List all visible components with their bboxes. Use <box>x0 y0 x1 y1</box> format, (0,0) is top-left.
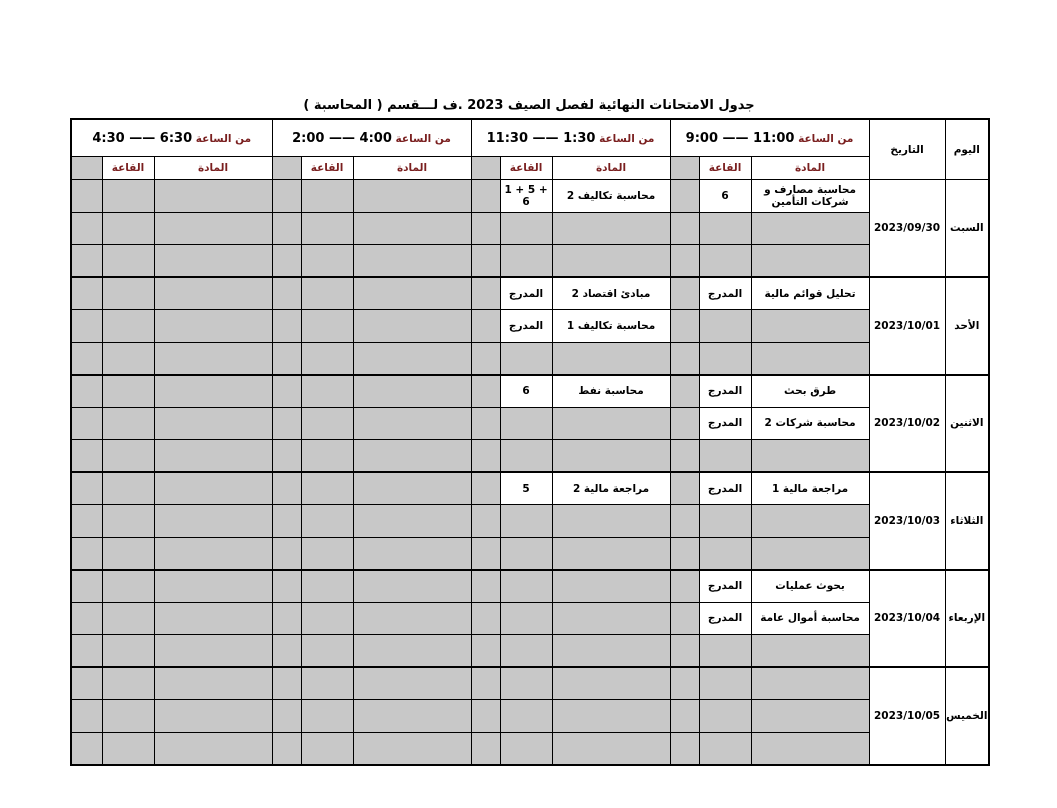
table-row <box>71 212 989 245</box>
day-date: 2023/10/03 <box>869 472 945 570</box>
gap-cell <box>71 180 102 213</box>
gap-cell <box>670 570 699 603</box>
exam-subject: محاسبة تكاليف 2 <box>552 180 670 213</box>
empty-subject-cell <box>154 440 272 473</box>
empty-room-cell <box>301 375 353 408</box>
empty-room-cell <box>102 212 154 245</box>
empty-room-cell <box>301 700 353 733</box>
table-row <box>71 180 989 213</box>
slot-time: 11:30 —— 1:30 <box>486 130 596 146</box>
table-row <box>71 472 989 505</box>
gap-cell <box>71 407 102 440</box>
gap-cell <box>272 212 301 245</box>
gap-cell <box>71 310 102 343</box>
empty-room-cell <box>301 310 353 343</box>
gap-cell <box>471 602 500 635</box>
slot-time: 9:00 —— 11:00 <box>685 130 795 146</box>
gap-cell <box>471 440 500 473</box>
empty-subject-cell <box>552 342 670 375</box>
empty-room-cell <box>699 700 751 733</box>
empty-room-cell <box>500 440 552 473</box>
gap-cell <box>471 472 500 505</box>
empty-subject-cell <box>552 537 670 570</box>
empty-subject-cell <box>353 505 471 538</box>
exam-subject: مراجعة مالية 2 <box>552 472 670 505</box>
gap-cell <box>272 180 301 213</box>
gap-cell <box>471 407 500 440</box>
gap-cell <box>272 407 301 440</box>
table-row <box>71 700 989 733</box>
table-row <box>71 407 989 440</box>
empty-room-cell <box>301 732 353 765</box>
exam-subject: محاسبة تكاليف 1 <box>552 310 670 343</box>
empty-room-cell <box>699 537 751 570</box>
header-subject: المادة <box>353 157 471 180</box>
empty-subject-cell <box>353 537 471 570</box>
table-row <box>71 537 989 570</box>
empty-room-cell <box>500 342 552 375</box>
empty-subject-cell <box>154 310 272 343</box>
gap-cell <box>670 505 699 538</box>
table-row <box>71 635 989 668</box>
empty-room-cell <box>301 635 353 668</box>
exam-room: المدرج <box>699 472 751 505</box>
empty-room-cell <box>699 440 751 473</box>
empty-room-cell <box>500 570 552 603</box>
empty-room-cell <box>500 667 552 700</box>
empty-subject-cell <box>751 667 869 700</box>
empty-subject-cell <box>353 407 471 440</box>
empty-subject-cell <box>154 180 272 213</box>
empty-subject-cell <box>751 310 869 343</box>
gap-cell <box>272 732 301 765</box>
gap-cell <box>71 505 102 538</box>
gap-cell <box>670 440 699 473</box>
exam-subject: محاسبة أموال عامة <box>751 602 869 635</box>
empty-subject-cell <box>552 505 670 538</box>
empty-subject-cell <box>751 732 869 765</box>
exam-schedule-table <box>70 118 990 766</box>
empty-room-cell <box>301 537 353 570</box>
empty-subject-cell <box>353 180 471 213</box>
empty-subject-cell <box>154 245 272 278</box>
header-room: القاعة <box>301 157 353 180</box>
gap-cell <box>670 732 699 765</box>
gap-cell <box>71 602 102 635</box>
slot-prefix: من الساعة <box>195 132 252 145</box>
table-row <box>71 375 989 408</box>
empty-room-cell <box>500 602 552 635</box>
empty-subject-cell <box>353 375 471 408</box>
empty-room-cell <box>102 700 154 733</box>
slot-prefix: من الساعة <box>798 132 854 145</box>
day-date: 2023/10/01 <box>869 277 945 375</box>
gap-cell <box>471 212 500 245</box>
empty-room-cell <box>102 570 154 603</box>
gap-cell <box>471 667 500 700</box>
exam-room: المدرج <box>500 310 552 343</box>
empty-subject-cell <box>154 407 272 440</box>
exam-room: 5 <box>500 472 552 505</box>
empty-room-cell <box>102 732 154 765</box>
empty-room-cell <box>102 635 154 668</box>
gap-cell <box>670 245 699 278</box>
empty-subject-cell <box>353 700 471 733</box>
empty-room-cell <box>102 472 154 505</box>
exam-subject: محاسبة نفط <box>552 375 670 408</box>
empty-room-cell <box>102 602 154 635</box>
gap-cell <box>71 375 102 408</box>
empty-room-cell <box>301 407 353 440</box>
gap-cell <box>272 570 301 603</box>
empty-subject-cell <box>154 700 272 733</box>
empty-room-cell <box>301 342 353 375</box>
header-subject: المادة <box>552 157 670 180</box>
empty-room-cell <box>301 667 353 700</box>
exam-room: المدرج <box>699 570 751 603</box>
header-gap <box>272 157 301 180</box>
exam-subject: تحليل قوائم مالية <box>751 277 869 310</box>
gap-cell <box>71 700 102 733</box>
empty-room-cell <box>301 212 353 245</box>
gap-cell <box>71 245 102 278</box>
gap-cell <box>71 212 102 245</box>
slot-prefix: من الساعة <box>395 132 451 145</box>
exam-room: 6 <box>699 180 751 213</box>
day-date: 2023/10/02 <box>869 375 945 473</box>
empty-subject-cell <box>751 440 869 473</box>
gap-cell <box>670 700 699 733</box>
empty-room-cell <box>102 667 154 700</box>
gap-cell <box>670 212 699 245</box>
empty-room-cell <box>500 700 552 733</box>
empty-room-cell <box>699 212 751 245</box>
empty-room-cell <box>699 667 751 700</box>
header-slot-1 <box>670 119 869 157</box>
gap-cell <box>272 375 301 408</box>
empty-room-cell <box>699 635 751 668</box>
empty-room-cell <box>102 375 154 408</box>
empty-subject-cell <box>154 342 272 375</box>
table-row <box>71 310 989 343</box>
empty-subject-cell <box>353 667 471 700</box>
empty-subject-cell <box>154 570 272 603</box>
gap-cell <box>272 342 301 375</box>
gap-cell <box>71 732 102 765</box>
empty-room-cell <box>102 180 154 213</box>
table-row <box>71 570 989 603</box>
empty-room-cell <box>102 537 154 570</box>
exam-room: المدرج <box>699 602 751 635</box>
gap-cell <box>670 407 699 440</box>
exam-room: 1 + 5 + 6 <box>500 180 552 213</box>
empty-subject-cell <box>154 505 272 538</box>
header-subject: المادة <box>751 157 869 180</box>
empty-room-cell <box>102 245 154 278</box>
empty-subject-cell <box>154 277 272 310</box>
empty-subject-cell <box>751 342 869 375</box>
slot-time: 4:30 —— 6:30 <box>92 130 193 146</box>
empty-room-cell <box>500 732 552 765</box>
empty-subject-cell <box>751 212 869 245</box>
gap-cell <box>71 440 102 473</box>
header-room: القاعة <box>699 157 751 180</box>
empty-room-cell <box>500 505 552 538</box>
slot-time: 2:00 —— 4:00 <box>292 130 392 146</box>
header-gap <box>670 157 699 180</box>
empty-room-cell <box>699 505 751 538</box>
table-row <box>71 277 989 310</box>
header-room: القاعة <box>102 157 154 180</box>
empty-room-cell <box>500 635 552 668</box>
gap-cell <box>272 700 301 733</box>
empty-subject-cell <box>751 537 869 570</box>
table-row <box>71 667 989 700</box>
empty-subject-cell <box>353 602 471 635</box>
empty-subject-cell <box>353 570 471 603</box>
empty-room-cell <box>699 245 751 278</box>
exam-room: المدرج <box>699 277 751 310</box>
empty-room-cell <box>301 440 353 473</box>
slot-prefix: من الساعة <box>599 132 655 145</box>
empty-room-cell <box>500 407 552 440</box>
gap-cell <box>71 570 102 603</box>
table-row <box>71 732 989 765</box>
empty-subject-cell <box>552 602 670 635</box>
empty-subject-cell <box>154 635 272 668</box>
header-slot-3 <box>272 119 471 157</box>
exam-subject: طرق بحث <box>751 375 869 408</box>
table-row <box>71 440 989 473</box>
gap-cell <box>71 667 102 700</box>
empty-room-cell <box>102 505 154 538</box>
gap-cell <box>670 310 699 343</box>
day-name: الأحد <box>945 277 989 375</box>
gap-cell <box>471 245 500 278</box>
empty-room-cell <box>102 277 154 310</box>
gap-cell <box>670 635 699 668</box>
header-gap <box>71 157 102 180</box>
exam-subject: مبادئ اقتصاد 2 <box>552 277 670 310</box>
exam-subject: محاسبة مصارف و شركات التأمين <box>751 180 869 213</box>
gap-cell <box>670 375 699 408</box>
empty-subject-cell <box>353 472 471 505</box>
exam-room: المدرج <box>699 407 751 440</box>
gap-cell <box>471 537 500 570</box>
day-date: 2023/10/04 <box>869 570 945 668</box>
gap-cell <box>471 505 500 538</box>
empty-subject-cell <box>552 635 670 668</box>
gap-cell <box>471 570 500 603</box>
gap-cell <box>272 667 301 700</box>
empty-room-cell <box>102 342 154 375</box>
empty-room-cell <box>301 602 353 635</box>
gap-cell <box>272 635 301 668</box>
empty-room-cell <box>301 505 353 538</box>
empty-subject-cell <box>353 342 471 375</box>
empty-room-cell <box>699 342 751 375</box>
table-row <box>71 245 989 278</box>
gap-cell <box>471 635 500 668</box>
header-gap <box>471 157 500 180</box>
empty-room-cell <box>301 180 353 213</box>
empty-subject-cell <box>353 635 471 668</box>
gap-cell <box>670 602 699 635</box>
gap-cell <box>272 310 301 343</box>
gap-cell <box>71 635 102 668</box>
empty-subject-cell <box>552 700 670 733</box>
day-name: الإربعاء <box>945 570 989 668</box>
empty-room-cell <box>102 310 154 343</box>
header-slot-4 <box>71 119 272 157</box>
header-room: القاعة <box>500 157 552 180</box>
gap-cell <box>670 472 699 505</box>
gap-cell <box>272 505 301 538</box>
gap-cell <box>670 342 699 375</box>
gap-cell <box>71 537 102 570</box>
empty-subject-cell <box>552 440 670 473</box>
gap-cell <box>272 277 301 310</box>
gap-cell <box>71 342 102 375</box>
gap-cell <box>670 277 699 310</box>
empty-room-cell <box>301 277 353 310</box>
day-name: الخميس <box>945 667 989 765</box>
empty-subject-cell <box>751 505 869 538</box>
gap-cell <box>471 310 500 343</box>
gap-cell <box>71 472 102 505</box>
empty-room-cell <box>301 570 353 603</box>
gap-cell <box>272 602 301 635</box>
header-subject: المادة <box>154 157 272 180</box>
empty-room-cell <box>102 440 154 473</box>
gap-cell <box>272 440 301 473</box>
day-name: الثلاثاء <box>945 472 989 570</box>
empty-subject-cell <box>154 667 272 700</box>
header-slot-2 <box>471 119 670 157</box>
gap-cell <box>670 180 699 213</box>
table-row <box>71 602 989 635</box>
empty-subject-cell <box>552 212 670 245</box>
gap-cell <box>71 277 102 310</box>
empty-subject-cell <box>552 732 670 765</box>
gap-cell <box>471 342 500 375</box>
exam-subject: محاسبة شركات 2 <box>751 407 869 440</box>
empty-subject-cell <box>552 570 670 603</box>
empty-subject-cell <box>154 375 272 408</box>
empty-subject-cell <box>353 440 471 473</box>
empty-subject-cell <box>353 277 471 310</box>
gap-cell <box>471 375 500 408</box>
empty-subject-cell <box>154 732 272 765</box>
day-name: الاثنين <box>945 375 989 473</box>
empty-subject-cell <box>751 700 869 733</box>
empty-room-cell <box>699 310 751 343</box>
exam-subject: بحوث عمليات <box>751 570 869 603</box>
gap-cell <box>471 700 500 733</box>
day-date: 2023/10/05 <box>869 667 945 765</box>
empty-subject-cell <box>751 245 869 278</box>
header-day: اليوم <box>945 119 989 180</box>
empty-subject-cell <box>154 472 272 505</box>
header-date: التاريخ <box>869 119 945 180</box>
empty-subject-cell <box>353 310 471 343</box>
exam-subject: مراجعة مالية 1 <box>751 472 869 505</box>
empty-subject-cell <box>353 212 471 245</box>
empty-room-cell <box>301 245 353 278</box>
day-name: السبت <box>945 180 989 278</box>
gap-cell <box>471 732 500 765</box>
empty-room-cell <box>500 537 552 570</box>
empty-subject-cell <box>353 245 471 278</box>
gap-cell <box>272 245 301 278</box>
empty-subject-cell <box>552 245 670 278</box>
empty-room-cell <box>102 407 154 440</box>
gap-cell <box>471 277 500 310</box>
gap-cell <box>272 472 301 505</box>
empty-subject-cell <box>552 667 670 700</box>
exam-room: المدرج <box>699 375 751 408</box>
exam-room: المدرج <box>500 277 552 310</box>
gap-cell <box>272 537 301 570</box>
empty-room-cell <box>301 472 353 505</box>
empty-room-cell <box>500 212 552 245</box>
gap-cell <box>670 537 699 570</box>
exam-room: 6 <box>500 375 552 408</box>
empty-subject-cell <box>751 635 869 668</box>
empty-subject-cell <box>353 732 471 765</box>
empty-room-cell <box>500 245 552 278</box>
table-row <box>71 505 989 538</box>
empty-subject-cell <box>154 212 272 245</box>
gap-cell <box>471 180 500 213</box>
schedule-title: جدول الامتحانات النهائية لفصل الصيف 2023 .ف لـــقسم ( المحاسبة ) <box>303 98 755 113</box>
day-date: 2023/09/30 <box>869 180 945 278</box>
table-row <box>71 342 989 375</box>
empty-subject-cell <box>552 407 670 440</box>
empty-subject-cell <box>154 602 272 635</box>
gap-cell <box>670 667 699 700</box>
empty-subject-cell <box>154 537 272 570</box>
empty-room-cell <box>699 732 751 765</box>
